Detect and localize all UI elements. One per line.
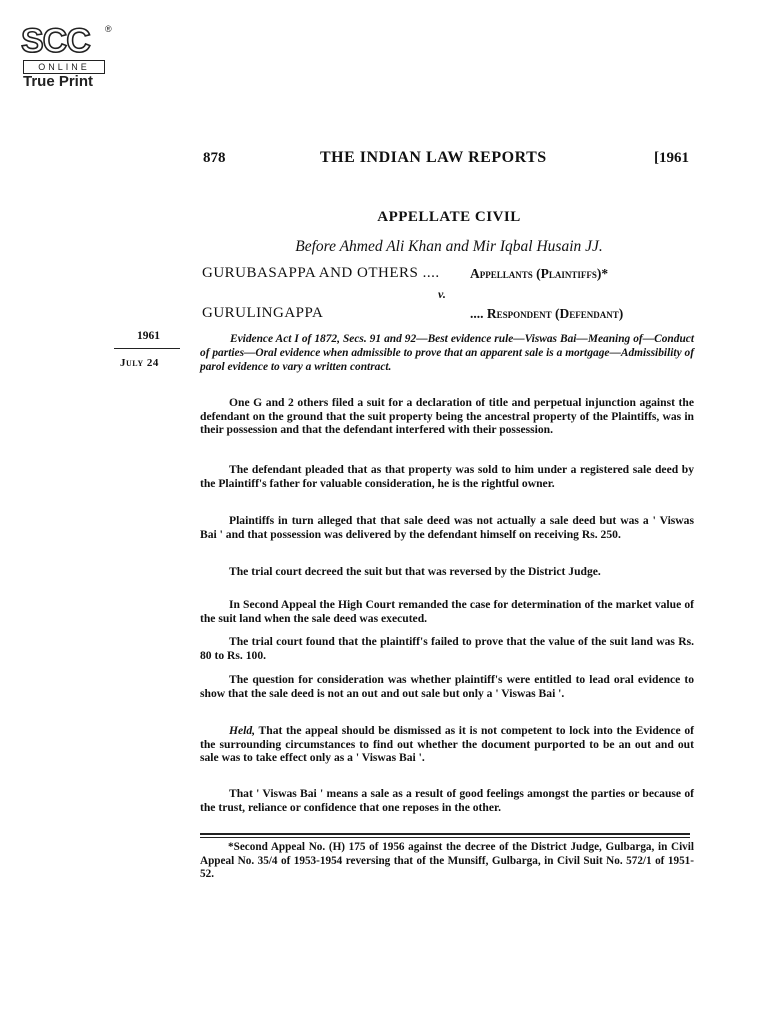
paragraph: The question for consideration was whether plaintiff's were entitled to lead oral evidence to show that the sale deed is not an out and out sale but only a ' Viswas Bai '.	[200, 673, 694, 700]
paragraph: The trial court found that the plaintiff's failed to prove that the value of the suit land was Rs. 80 to Rs. 100.	[200, 635, 694, 662]
paragraph: The trial court decreed the suit but that was reversed by the District Judge.	[229, 565, 601, 578]
respondent-role: .... Respondent (Defendant)	[470, 306, 624, 321]
paragraph: In Second Appeal the High Court remanded the case for determination of the market value of the suit land when the sale deed was executed.	[200, 598, 694, 625]
logo-online-label: ONLINE	[23, 60, 105, 74]
headnote: Evidence Act I of 1872, Secs. 91 and 92—Best evidence rule—Viswas Bai—Meaning of—Conduct of parties—Oral evidence when admissible to prove that an apparent sale is a mortgage—Admissibility of parol evidence to vary a written contract.	[200, 333, 694, 373]
respondent-name: GURULINGAPPA	[202, 305, 324, 321]
para-1-block	[200, 396, 694, 437]
section-heading: APPELLATE CIVIL	[377, 209, 521, 225]
margin-divider	[114, 348, 180, 349]
paragraph: That ' Viswas Bai ' means a sale as a result of good feelings amongst the parties or because of the trust, reliance or confidence that one reposes in the other.	[200, 787, 694, 814]
appellant-name: GURUBASAPPA AND OTHERS ....	[202, 265, 440, 281]
paragraph: The defendant pleaded that as that property was sold to him under a registered sale deed by the Plaintiff's father for valuable consideration, he is the rightful owner.	[200, 463, 694, 490]
appellant-role: Appellants (Plaintiffs)*	[470, 266, 609, 281]
footnote-rule	[200, 833, 690, 835]
para-4-block	[200, 565, 694, 579]
logo-brand: SCC	[21, 22, 90, 60]
held-text: That the appeal should be dismissed as it is not competent to lock into the Evidence of the surrounding circumstances to find out whether the document purported to be an out and out sale was to take effect only as a ' Viswas Bai '.	[200, 724, 694, 764]
held-label: Held,	[229, 724, 256, 737]
para-2-block	[200, 463, 694, 490]
logo-true-print: True Print	[23, 73, 94, 90]
header-year: [1961	[654, 150, 689, 166]
footnote-rule-thin	[200, 837, 690, 838]
para-7-block	[200, 673, 694, 700]
held-paragraph	[200, 724, 694, 765]
held-block	[200, 724, 694, 765]
para-5-block	[200, 598, 694, 625]
margin-date: July 24	[120, 357, 159, 369]
footnote: *Second Appeal No. (H) 175 of 1956 against the decree of the District Judge, Gulbarga, in Civil Appeal No. 35/4 of 1953-1954 reversing that of the Munsiff, Gulbarga, in Civil Suit No. 572/1 of 1951-52.	[200, 841, 694, 880]
final-para-block	[200, 787, 694, 814]
paragraph: One G and 2 others filed a suit for a declaration of title and perpetual injunction against the defendant on the ground that the suit property being the ancestral property of the Plaintiffs, was in their possession and that the defendant interfered with their possession.	[200, 396, 694, 436]
logo-registered-mark: ®	[105, 24, 112, 34]
versus: v.	[438, 287, 446, 301]
running-header-title: THE INDIAN LAW REPORTS	[320, 149, 547, 166]
margin-year: 1961	[137, 330, 160, 342]
scc-online-logo	[21, 24, 117, 90]
bench-line: Before Ahmed Ali Khan and Mir Iqbal Husain JJ.	[295, 238, 603, 255]
page-number: 878	[203, 150, 226, 166]
para-3-block	[200, 514, 694, 541]
para-6-block	[200, 635, 694, 662]
paragraph: Plaintiffs in turn alleged that that sale deed was not actually a sale deed but was a ' Viswas Bai ' and that possession was delivered by the defendant himself on receiving Rs. 250.	[200, 514, 694, 541]
